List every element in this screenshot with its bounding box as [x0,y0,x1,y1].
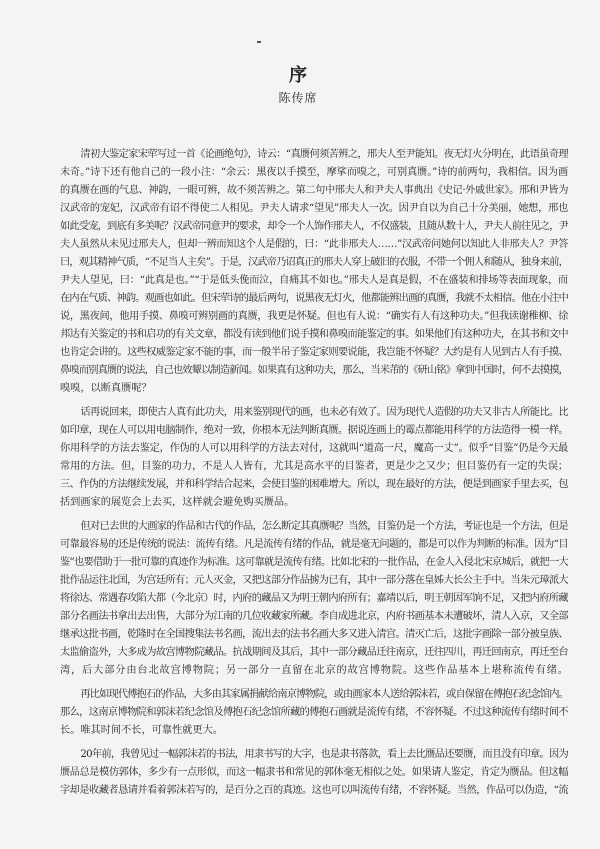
text-line: 鼻嗅而别真赝的说法，自己也效颦以制造新闻。如果真有这种功夫，那么，当米芾的《研山铭》拿到中国时，何不去摸摸， [60,365,568,376]
text-line: 字却是收藏者恳请并看着郭沫若写的，是百分之百的真迹。这也可以叫流传有绪，不容怀疑。当然，作品可以伪造，“流 [60,785,568,796]
text-line: 夫人虽然从未见过邢夫人，但却一辨而知这个人是假的，曰：“此非邢夫人……”汉武帝问她何以知此人非邢夫人？尹答 [60,239,568,250]
author-name: 陈传席 [278,91,318,105]
text-line: 曰，观其精神气质，“不足当人主矣”。于是，汉武帝乃诏真正的邢夫人穿上破旧的衣服，不带一个佣人和随从，独身来前， [60,257,568,268]
text-line: 说，黑夜间，他用手摸、鼻嗅可辨别画的真赝，我更是怀疑。但也有人说：“确实有人有这种功夫。”但我读谢稚柳、徐 [60,311,568,322]
text-line: 尹夫人望见，曰：“此真是也。”“于是低头俛而泣，自痛其不如也。”邢夫人是真是假，不在盛装和排场等表面现象，而 [60,275,568,286]
text-line: 鉴”也要借助于一批可靠的真迹作为标准。这可靠就是流传有绪。比如北宋的一批作品，在金人入侵北宋京城后，就把一大 [60,557,568,568]
paragraph [60,518,568,680]
text-line: 如此受宠，到底有多美呢？汉武帝同意尹的要求，却令一个人饰作邢夫人，不仅盛装，且随从数十人，尹夫人前往见之，尹 [60,221,568,232]
text-line: 再比如现代傅抱石的作品，大多由其家属捐献给南京博物院，或由画家本人送给郭沫若，或自保留在傅抱石纪念馆内。 [80,689,568,700]
text-line: 括到画家的展览会上去买，这样就会避免购买赝品。 [60,497,295,508]
text-line: 批作品运往北国，为宫廷所有；元人灭金，又把这部分作品掳为已有，其中一部分落在皇姊大长公主手中。当朱元璋派大 [60,575,568,586]
text-line: 太监偷盗外，大多成为故宫博物院藏品。抗战期间及其后，其中一部分藏品迁往南京，迁往四川，再迁回南京，再迁至台 [60,647,568,658]
text-line: 邦达有关鉴定的书和启功的有关文章，都没有读到他们说手摸和鼻嗅而能鉴定的事。如果他们有这种功夫，在其书和文中 [60,329,568,340]
text-line: 如印章，现在人可以用电脑制作，绝对一致，你根本无法判断真赝。据说连画上的霉点都能用科学的方法造得一模一样。 [60,425,568,436]
page-title: 序 [289,65,307,86]
text-line: 的真赝在画的气息、神韵，一眼可辨，故不须苦辨之。第二句中邢夫人和尹夫人事典出《史记·外戚世家》。邢和尹皆为 [60,185,568,196]
paragraph [60,404,568,512]
text-line: 赝品总是模仿郭体，多少有一点形似，而这一幅隶书和常见的郭体毫无相似之处。如果请人鉴定，肯定为赝品。但这幅 [60,767,568,778]
text-line: 将徐达、常遇春攻陷大都（今北京）时，内府的藏品又为明王朝内府所有；嘉靖以后，明王朝因军饷不足，又把内府所藏 [60,593,568,604]
text-line: 继承这批书画，乾隆时在全国搜集法书名画，流出去的法书名画大多又进入清宫。清灭亡后，这批字画除一部分被皇族、 [60,629,568,640]
text-line: 三、作伪的方法继续发展，并和科学结合起来，会使目鉴的困难增大。所以，现在最好的方法，便是到画家手里去买，包 [60,479,568,490]
text-line: 可靠最容易的还是传统的说法：流传有绪。凡是流传有绪的作品，就是毫无问题的，都是可以作为判断的标准。因为“目 [60,539,568,550]
text-line: 汉武帝的宠妃，汉武帝有诏不得使二人相见。尹夫人请求“望见”邢夫人一次。因尹自以为自己十分美丽，她想，邢也 [60,203,568,214]
scan-mark [257,41,261,43]
preface-body [60,146,568,806]
text-line: 湾，后大部分由台北故宫博物院；另一部分一直留在北京的故宫博物院。这些作品基本上堪称流传有绪。 [60,665,568,676]
paragraph [60,146,568,398]
text-line: 20年前，我曾见过一幅郭沫若的书法，用隶书写的大字，也是隶书落款，看上去比赝品还要赝，而且没有印章。因为 [80,749,568,760]
text-line: 部分名画法书拿出去出售，大部分为江南的几位收藏家所藏。李自成进北京，内府书画基本未遭破坏，清人入京，又全部 [60,611,568,622]
text-line: 也肯定会讲的。这些权威鉴定家不能的事，而一般半吊子鉴定家则要说能，我岂能不怀疑？大约是有人见到古人有手摸、 [60,347,568,358]
text-line: 那么，这南京博物院和郭沫若纪念馆及傅抱石纪念馆所藏的傅抱石画就是流传有绪，不容怀疑。不过这种流传有绪时间不 [60,707,568,718]
text-line: 但对已去世的大画家的作品和古代的作品，怎么断定其真赝呢？当然，目鉴仍是一个方法，考证也是一个方法，但是 [80,521,568,532]
text-line: 在内在气质、神韵。观画也如此。但宋荦诗的最后两句，说黑夜无灯火，他都能辨出画的真赝，我就不太相信。他在小注中 [60,293,568,304]
text-line: 嗅嗅，以断真赝呢？ [60,383,152,394]
text-line: 你用科学的方法去鉴定，作伪的人可以用科学的方法去对付，这就叫“道高一尺，魔高一丈”。似乎“目鉴”仍是今天最 [60,443,568,454]
text-line: 长。唯其时间不长，可靠性就更大。 [60,725,223,736]
text-line: 话再说回来，即使古人真有此功夫，用来鉴别现代的画，也未必有效了。因为现代人造假的功夫又非古人所能比。比 [80,407,568,418]
text-line: 常用的方法。但，目鉴的功力，不是人人皆有，尤其是高水平的目鉴者，更是少之又少；但目鉴仍有一定的失误； [60,461,568,472]
text-line: 未奇。”诗下还有他自己的一段小注：“余云：黑夜以手摸至，摩挲而嗅之，可别真赝。”诗的前两句，我相信。因为画 [60,167,568,178]
text-line: 清初大鉴定家宋荦写过一首《论画绝句》，诗云：“真赝何须苦辨之，邢夫人至尹能知。夜无灯火分明在，此语虽奇理 [80,149,568,160]
paragraph [60,686,568,740]
paragraph [60,746,568,800]
